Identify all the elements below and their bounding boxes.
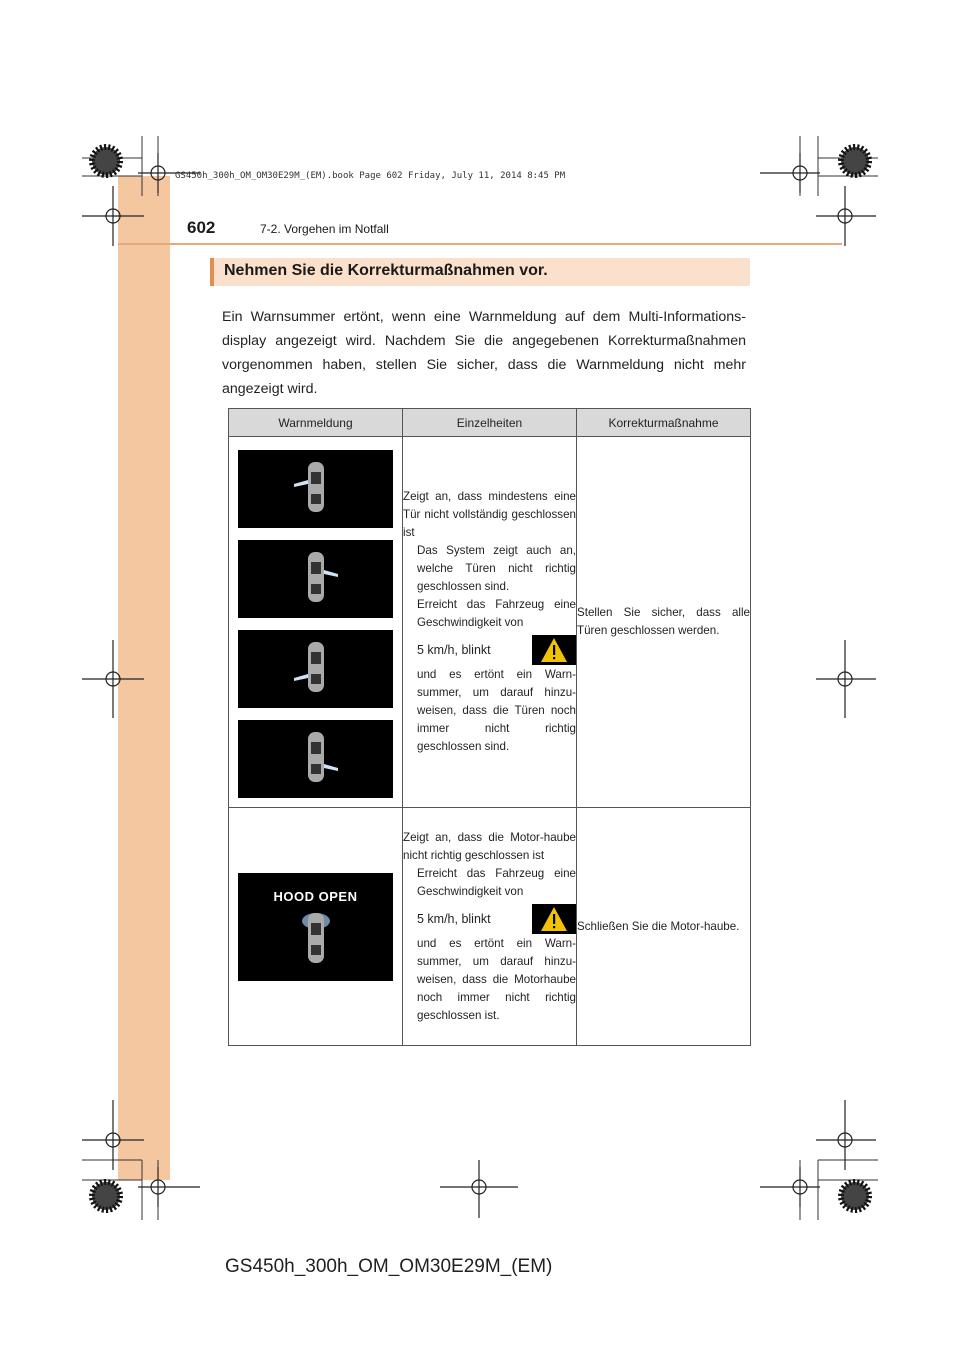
door-open-display-front-right xyxy=(238,450,393,528)
book-meta-line: GS450h_300h_OM_OM30E29M_(EM).book Page 602 Friday, July 11, 2014 8:45 PM xyxy=(175,171,566,181)
details-tail: und es ertönt ein Warn-summer, um darauf hinzu-weisen, dass die Motorhaube noch immer nicht richtig geschlossen ist. xyxy=(417,936,576,1022)
warning-message-cell xyxy=(229,808,403,1046)
details-lead: Zeigt an, dass die Motor-haube nicht richtig geschlossen ist xyxy=(403,830,576,862)
door-open-display-rear-right xyxy=(238,630,393,708)
warning-message-cell xyxy=(229,437,403,808)
subheading-box xyxy=(210,258,750,286)
details-indent: Das System zeigt auch an, welche Türen nicht richtig geschlossen sind. xyxy=(417,544,576,593)
column-header: Einzelheiten xyxy=(403,409,577,437)
details-lead: Zeigt an, dass mindestens eine Tür nicht vollständig geschlossen ist xyxy=(403,490,576,539)
blink-row xyxy=(417,634,576,666)
door-open-display-rear-left xyxy=(238,720,393,798)
corrective-action-cell: Stellen Sie sicher, dass alle Türen geschlossen werden. xyxy=(577,437,751,808)
warning-table xyxy=(228,408,751,1046)
footer-doc-code: GS450h_300h_OM_OM30E29M_(EM) xyxy=(225,1256,553,1277)
details-condition: Erreicht das Fahrzeug eine Geschwindigkeit von xyxy=(417,598,576,629)
hood-open-display xyxy=(238,873,393,981)
details-cell xyxy=(403,808,577,1046)
hood-open-label: HOOD OPEN xyxy=(273,888,358,904)
table-row xyxy=(229,437,751,808)
column-header: Korrekturmaßnahme xyxy=(577,409,751,437)
details-tail: und es ertönt ein Warn-summer, um darauf hinzu-weisen, dass die Türen noch immer nicht richtig geschlossen sind. xyxy=(417,668,576,753)
column-header: Warnmeldung xyxy=(229,409,403,437)
table-header-row xyxy=(229,409,751,437)
blink-text: 5 km/h, blinkt xyxy=(417,643,491,657)
header-rule xyxy=(118,243,842,245)
corrective-action-cell: Schließen Sie die Motor-haube. xyxy=(577,808,751,1046)
door-open-display-front-left xyxy=(238,540,393,618)
warning-triangle-icon xyxy=(532,635,576,665)
subheading-text: Nehmen Sie die Korrekturmaßnahmen vor. xyxy=(224,262,548,279)
intro-paragraph: Ein Warnsummer ertönt, wenn eine Warnmeldung auf dem Multi-Informations-display angezeigt wird. Nachdem Sie die angegebenen Korrekturmaßnahmen vorgenommen haben, stellen Sie sicher, dass die Warnmeldung nicht mehr angezeigt wird. xyxy=(222,309,746,398)
table-row xyxy=(229,808,751,1046)
warning-triangle-icon xyxy=(532,904,576,934)
details-cell xyxy=(403,437,577,808)
blink-text: 5 km/h, blinkt xyxy=(417,911,491,926)
section-title: 7-2. Vorgehen im Notfall xyxy=(260,222,389,236)
page-number: 602 xyxy=(187,218,216,237)
details-condition: Erreicht das Fahrzeug eine Geschwindigkeit von xyxy=(417,866,576,898)
blink-row xyxy=(417,903,576,935)
